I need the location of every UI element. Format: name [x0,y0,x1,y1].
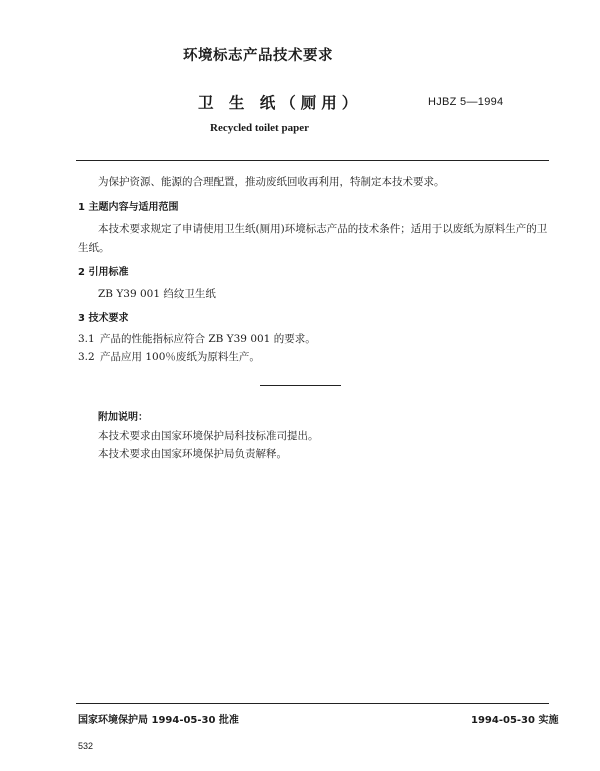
section-2-heading: 2 引用标准 [78,267,129,278]
approval-date: 国家环境保护局 1994-05-30 批准 [78,715,239,726]
note-line-2: 本技术要求由国家环境保护局负责解释。 [98,448,287,460]
item-number: 3.1 [78,333,95,345]
section-3-2-item [78,348,260,366]
effective-date: 1994-05-30 实施 [471,715,559,726]
note-line-1: 本技术要求由国家环境保护局科技标准司提出。 [98,430,319,442]
item-text: 产品的性能指标应符合 ZB Y39 001 的要求。 [100,333,316,345]
section-3-heading: 3 技术要求 [78,313,129,324]
intro-paragraph: 为保护资源、能源的合理配置，推动废纸回收再利用，特制定本技术要求。 [98,176,445,188]
notes-label: 附加说明： [98,412,148,423]
item-number: 3.2 [78,351,95,363]
top-divider [76,160,549,161]
item-text: 产品应用 100％废纸为原料生产。 [100,351,260,363]
document-title: 卫 生 纸（厕用） [198,94,363,112]
standard-code: HJBZ 5—1994 [428,96,504,108]
end-divider [260,385,341,386]
english-title: Recycled toilet paper [210,122,309,134]
bottom-divider [76,703,549,704]
header-category: 环境标志产品技术要求 [183,48,333,64]
page-number: 532 [78,741,94,751]
section-1-paragraph: 本技术要求规定了申请使用卫生纸(厕用)环境标志产品的技术条件；适用于以废纸为原料生产的卫生纸。 [78,223,548,254]
section-1-heading: 1 主题内容与适用范围 [78,202,179,213]
section-3-1-item [78,330,316,348]
section-2-reference: ZB Y39 001 绉纹卫生纸 [98,288,216,300]
